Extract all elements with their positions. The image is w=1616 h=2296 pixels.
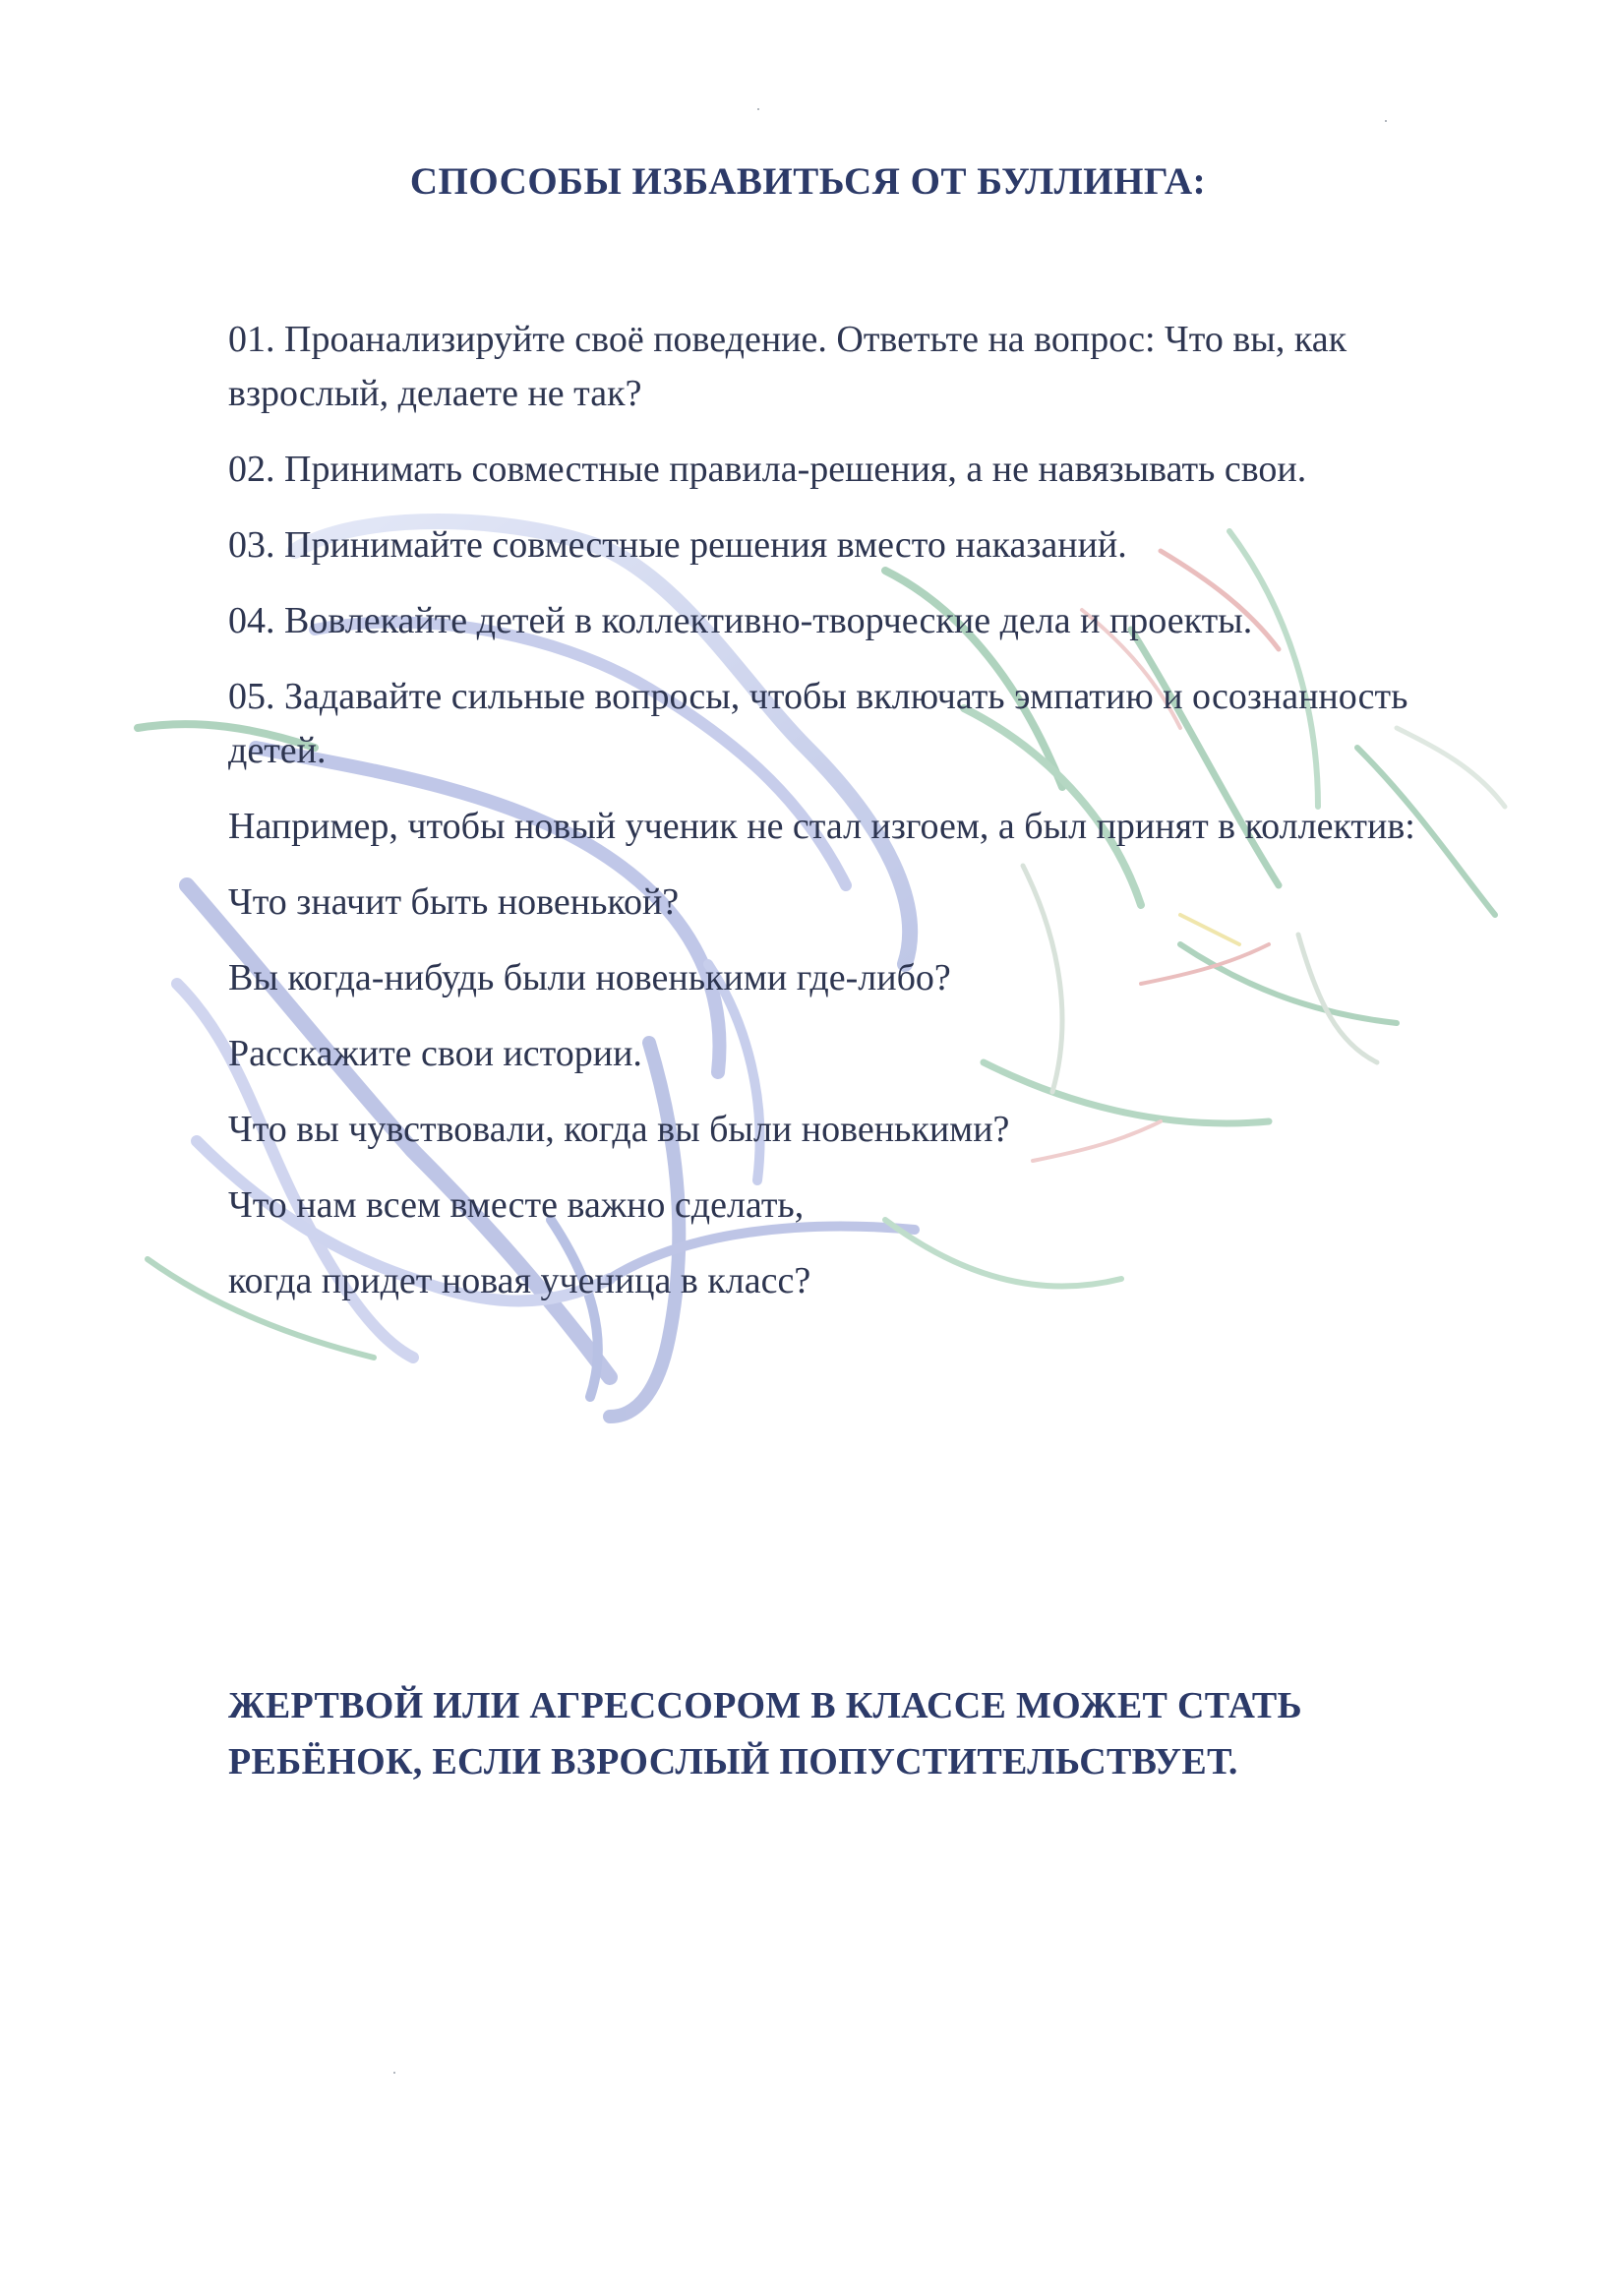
closing-line: РЕБЁНОК, ЕСЛИ ВЗРОСЛЫЙ ПОПУСТИТЕЛЬСТВУЕТ. (228, 1741, 1238, 1782)
tips-list (228, 313, 1497, 1330)
list-item: 02. Принимать совместные правила-решения, а не навязывать свои. (228, 449, 1307, 490)
list-item: когда придет новая ученица в класс? (228, 1260, 811, 1301)
list-item: 01. Проанализируйте своё поведение. Ответьте на вопрос: Что вы, как взрослый, делаете не так? (228, 319, 1347, 414)
scan-speck (1385, 120, 1387, 122)
list-item: Например, чтобы новый ученик не стал изгоем, а был принят в коллектив: (228, 806, 1415, 847)
list-item: 05. Задавайте сильные вопросы, чтобы включать эмпатию и осознанность детей. (228, 676, 1408, 771)
list-item: 03. Принимайте совместные решения вместо наказаний. (228, 524, 1127, 566)
list-item: Что нам всем вместе важно сделать, (228, 1184, 805, 1226)
closing-statement (228, 1678, 1507, 1790)
page-title: СПОСОБЫ ИЗБАВИТЬСЯ ОТ БУЛЛИНГА: (409, 160, 1207, 203)
list-item: Что значит быть новенькой? (228, 881, 680, 923)
list-item: Расскажите свои истории. (228, 1033, 642, 1074)
closing-line: ЖЕРТВОЙ ИЛИ АГРЕССОРОМ В КЛАССЕ МОЖЕТ СТАТЬ (228, 1685, 1302, 1726)
list-item: Вы когда-нибудь были новенькими где-либо? (228, 957, 951, 998)
scan-speck (393, 2072, 395, 2074)
scan-speck (757, 108, 759, 110)
list-item: 04. Вовлекайте детей в коллективно-творческие дела и проекты. (228, 600, 1253, 641)
list-item: Что вы чувствовали, когда вы были новенькими? (228, 1109, 1010, 1150)
